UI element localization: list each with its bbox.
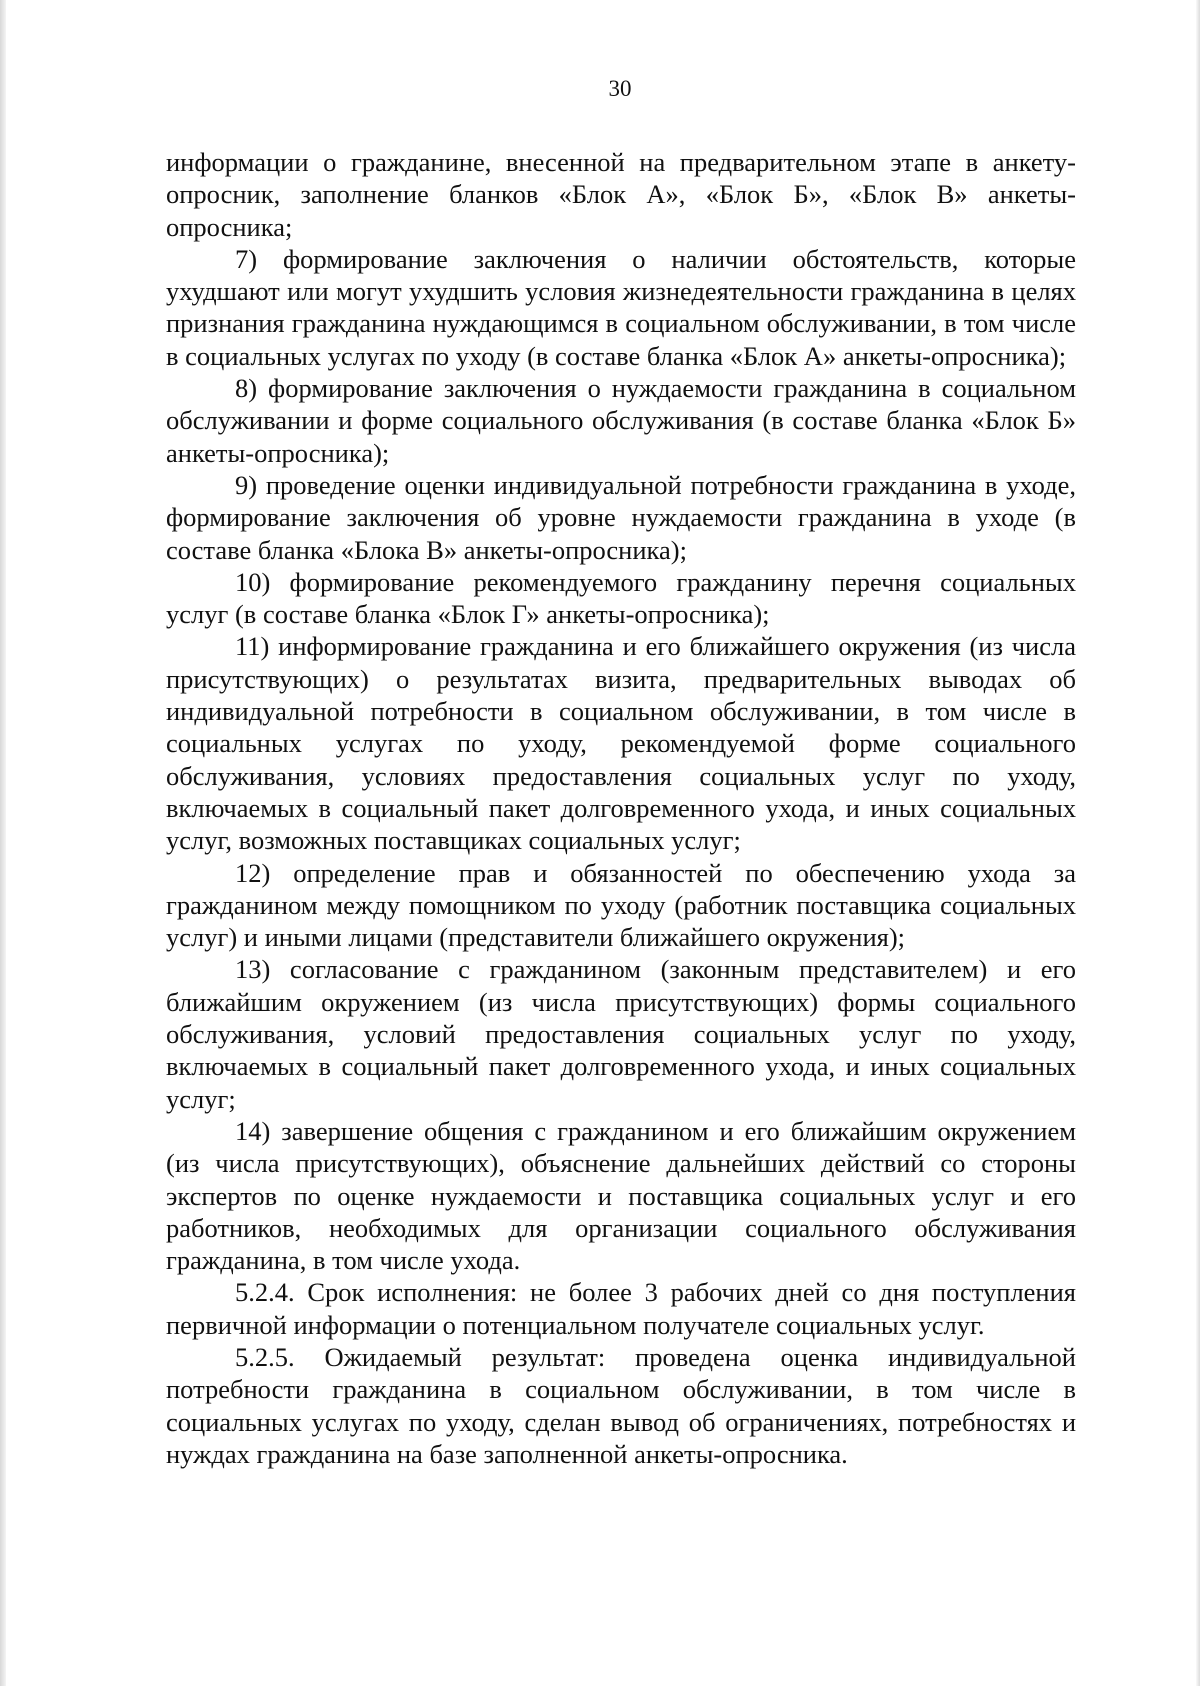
paragraph-item-9: 9) проведение оценки индивидуальной потребности гражданина в уходе, формирование заключения об уровне нуждаемости гражданина в уходе (в составе бланка «Блока В» анкеты-опросника); (166, 469, 1076, 565)
document-body (166, 146, 1076, 1470)
paragraph-item-11: 11) информирование гражданина и его ближайшего окружения (из числа присутствующих) о результатах визита, предварительных выводах об индивидуальной потребности в социальном обслуживании, в том числе в социальных услугах по уходу, рекомендуемой форме социального обслуживания, условиях предоставления социальных услуг по уходу, включаемых в социальный пакет долговременного ухода, и иных социальных услуг, возможных поставщиках социальных услуг; (166, 631, 1076, 856)
paragraph-item-10: 10) формирование рекомендуемого гражданину перечня социальных услуг (в составе бланка «Блок Г» анкеты-опросника); (166, 566, 1076, 630)
paragraph-section-5-2-4: 5.2.4. Срок исполнения: не более 3 рабочих дней со дня поступления первичной информации о потенциальном получателе социальных услуг. (166, 1277, 1076, 1340)
scan-edge-left (0, 0, 6, 1686)
paragraph-continuation: информации о гражданине, внесенной на предварительном этапе в анкету-опросник, заполнение бланков «Блок А», «Блок Б», «Блок В» анкеты-опросника; (166, 147, 1076, 242)
paragraph-item-13: 13) согласование с гражданином (законным представителем) и его ближайшим окружением (из числа присутствующих) формы социального обслуживания, условий предоставления социальных услуг по уходу, включаемых в социальный пакет долговременного ухода, и иных социальных услуг; (166, 954, 1076, 1114)
paragraph-item-8: 8) формирование заключения о нуждаемости гражданина в социальном обслуживании и форме социального обслуживания (в составе бланка «Блок Б» анкеты-опросника); (166, 373, 1076, 468)
page-number: 30 (608, 76, 632, 101)
scan-edge-right (1196, 0, 1200, 1686)
paragraph-item-7: 7) формирование заключения о наличии обстоятельств, которые ухудшают или могут ухудшить условия жизнедеятельности гражданина в целях признания гражданина нуждающимся в социальном обслуживании, в том числе в социальных услугах по уходу (в составе бланка «Блок А» анкеты-опросника); (166, 243, 1076, 371)
paragraph-item-12: 12) определение прав и обязанностей по обеспечению ухода за гражданином между помощником по уходу (работник поставщика социальных услуг) и иными лицами (представители ближайшего окружения); (166, 857, 1076, 953)
paragraph-item-14: 14) завершение общения с гражданином и его ближайшим окружением (из числа присутствующих), объяснение дальнейших действий со стороны экспертов по оценке нуждаемости и поставщика социальных услуг и его работников, необходимых для организации социального обслуживания гражданина, в том числе ухода. (166, 1115, 1076, 1276)
paragraph-section-5-2-5: 5.2.5. Ожидаемый результат: проведена оценка индивидуальной потребности гражданина в социальном обслуживании, в том числе в социальных услугах по уходу, сделан вывод об ограничениях, потребностях и нуждах гражданина на базе заполненной анкеты-опросника. (166, 1341, 1076, 1469)
